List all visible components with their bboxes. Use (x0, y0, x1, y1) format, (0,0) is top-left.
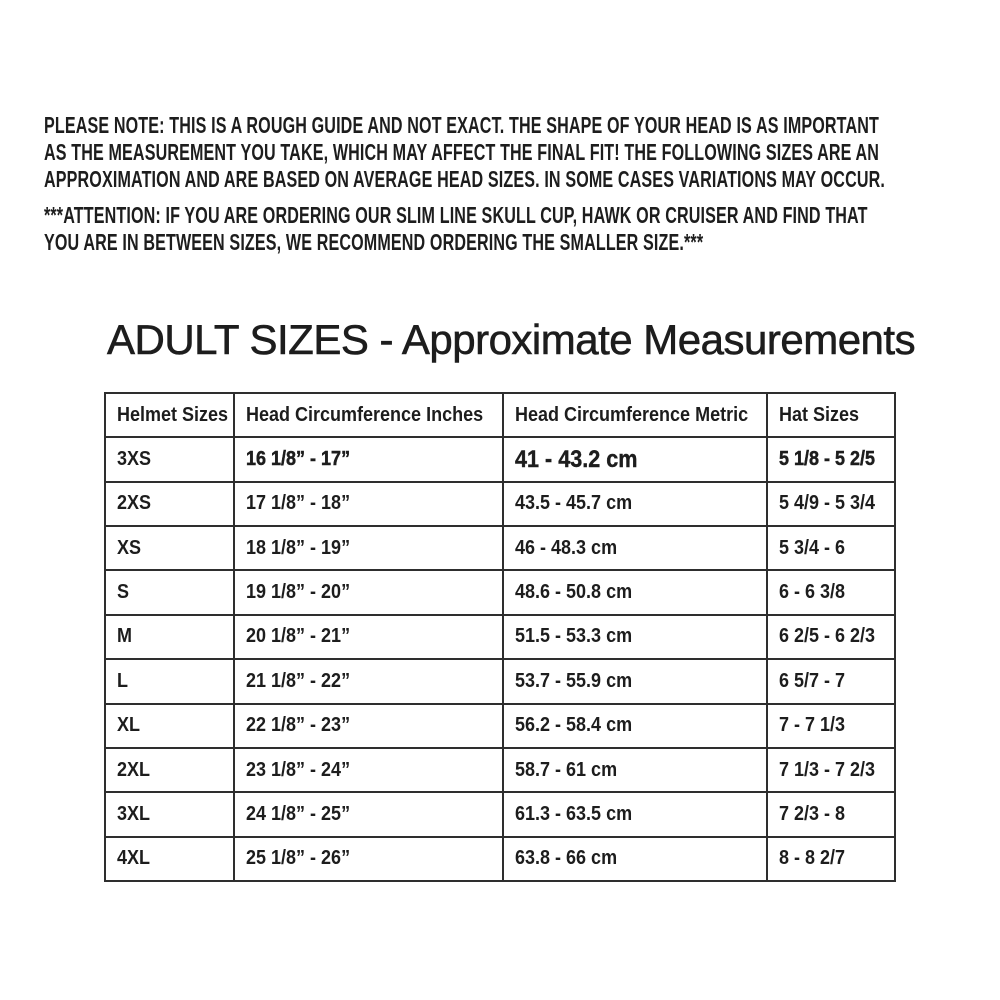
helmet-size-cell (106, 438, 235, 480)
helmet-size-cell-text: M (117, 625, 133, 648)
metric-cell (504, 793, 768, 835)
col-header-helmet-sizes (106, 394, 235, 436)
helmet-size-cell (106, 571, 235, 613)
hat-size-cell (768, 660, 894, 702)
hat-size-cell-text: 6 2/5 - 6 2/3 (778, 625, 875, 648)
helmet-size-cell-text: XL (117, 714, 141, 737)
helmet-size-cell-text: S (117, 581, 130, 604)
inches-cell-text: 16 1/8” - 17” (246, 448, 351, 471)
hat-size-cell (768, 838, 894, 880)
metric-cell-text: 46 - 48.3 cm (514, 536, 618, 559)
table-header-row (106, 394, 894, 436)
metric-cell (504, 483, 768, 525)
col-header-label: Hat Sizes (778, 403, 859, 426)
inches-cell-text: 24 1/8” - 25” (246, 802, 351, 825)
attention-line: ***ATTENTION: IF YOU ARE ORDERING OUR SLIM LINE SKULL CUP, HAWK OR CRUISER AND FIND THAT (44, 202, 868, 228)
inches-cell (235, 705, 504, 747)
table-row (106, 791, 894, 835)
metric-cell-text: 48.6 - 50.8 cm (514, 581, 633, 604)
helmet-size-cell-text: 4XL (117, 847, 151, 870)
inches-cell-text: 23 1/8” - 24” (246, 758, 351, 781)
helmet-size-cell (106, 483, 235, 525)
attention-note (44, 202, 868, 256)
inches-cell (235, 616, 504, 658)
inches-cell (235, 660, 504, 702)
metric-cell (504, 527, 768, 569)
metric-cell-text: 43.5 - 45.7 cm (514, 492, 633, 515)
metric-cell (504, 705, 768, 747)
inches-cell-text: 22 1/8” - 23” (246, 714, 351, 737)
col-header-hat-sizes (768, 394, 894, 436)
hat-size-cell-text: 7 1/3 - 7 2/3 (778, 758, 875, 781)
inches-cell (235, 749, 504, 791)
inches-cell-text: 20 1/8” - 21” (246, 625, 351, 648)
col-header-label: Helmet Sizes (117, 403, 229, 426)
inches-cell (235, 838, 504, 880)
page-title: ADULT SIZES - Approximate Measurements (107, 316, 916, 363)
metric-cell-text: 58.7 - 61 cm (514, 758, 618, 781)
hat-size-cell-text: 5 4/9 - 5 3/4 (778, 492, 875, 515)
table-row (106, 525, 894, 569)
helmet-size-cell-text: 2XS (117, 492, 152, 515)
disclaimer-line: PLEASE NOTE: THIS IS A ROUGH GUIDE AND NOT EXACT. THE SHAPE OF YOUR HEAD IS AS IMPORTANT (44, 112, 879, 138)
hat-size-cell-text: 7 2/3 - 8 (778, 802, 845, 825)
metric-cell-text: 51.5 - 53.3 cm (514, 625, 633, 648)
inches-cell-text: 21 1/8” - 22” (246, 669, 351, 692)
hat-size-cell (768, 705, 894, 747)
hat-size-cell-text: 7 - 7 1/3 (778, 714, 845, 737)
metric-cell (504, 660, 768, 702)
metric-cell-text: 41 - 43.2 cm (514, 445, 638, 473)
helmet-size-cell-text: 2XL (117, 758, 151, 781)
table-row (106, 569, 894, 613)
inches-cell-text: 25 1/8” - 26” (246, 847, 351, 870)
helmet-size-cell-text: 3XL (117, 802, 151, 825)
helmet-size-cell (106, 616, 235, 658)
helmet-size-cell (106, 838, 235, 880)
table-row (106, 836, 894, 880)
disclaimer-note (44, 112, 885, 193)
helmet-size-cell-text: XS (117, 536, 142, 559)
col-header-label: Head Circumference Metric (514, 403, 749, 426)
metric-cell-text: 61.3 - 63.5 cm (514, 802, 633, 825)
attention-line: YOU ARE IN BETWEEN SIZES, WE RECOMMEND ORDERING THE SMALLER SIZE.*** (44, 229, 704, 255)
table-row (106, 436, 894, 480)
hat-size-cell-text: 5 1/8 - 5 2/5 (778, 448, 875, 471)
col-header-circumference-metric (504, 394, 768, 436)
inches-cell-text: 19 1/8” - 20” (246, 581, 351, 604)
metric-cell (504, 438, 768, 480)
hat-size-cell (768, 749, 894, 791)
table-row (106, 481, 894, 525)
hat-size-cell (768, 616, 894, 658)
helmet-size-cell (106, 793, 235, 835)
metric-cell-text: 63.8 - 66 cm (514, 847, 618, 870)
inches-cell-text: 18 1/8” - 19” (246, 536, 351, 559)
inches-cell (235, 483, 504, 525)
table-row (106, 747, 894, 791)
table-row (106, 658, 894, 702)
helmet-size-cell (106, 660, 235, 702)
hat-size-cell-text: 6 - 6 3/8 (778, 581, 845, 604)
helmet-size-cell (106, 527, 235, 569)
size-table (104, 392, 896, 882)
metric-cell (504, 571, 768, 613)
metric-cell (504, 749, 768, 791)
hat-size-cell (768, 483, 894, 525)
hat-size-cell-text: 8 - 8 2/7 (778, 847, 845, 870)
inches-cell (235, 438, 504, 480)
inches-cell (235, 571, 504, 613)
hat-size-cell (768, 793, 894, 835)
inches-cell-text: 17 1/8” - 18” (246, 492, 351, 515)
helmet-size-cell-text: L (117, 669, 128, 692)
table-row (106, 703, 894, 747)
metric-cell (504, 838, 768, 880)
table-row (106, 614, 894, 658)
metric-cell (504, 616, 768, 658)
hat-size-cell (768, 571, 894, 613)
col-header-label: Head Circumference Inches (246, 403, 484, 426)
disclaimer-line: AS THE MEASUREMENT YOU TAKE, WHICH MAY AFFECT THE FINAL FIT! THE FOLLOWING SIZES ARE AN (44, 139, 880, 165)
metric-cell-text: 53.7 - 55.9 cm (514, 669, 633, 692)
disclaimer-line: APPROXIMATION AND ARE BASED ON AVERAGE HEAD SIZES. IN SOME CASES VARIATIONS MAY OCCUR. (44, 166, 885, 192)
helmet-size-cell-text: 3XS (117, 448, 152, 471)
helmet-size-cell (106, 749, 235, 791)
hat-size-cell-text: 6 5/7 - 7 (778, 669, 845, 692)
inches-cell (235, 793, 504, 835)
hat-size-cell-text: 5 3/4 - 6 (778, 536, 845, 559)
metric-cell-text: 56.2 - 58.4 cm (514, 714, 633, 737)
hat-size-cell (768, 527, 894, 569)
helmet-size-cell (106, 705, 235, 747)
hat-size-cell (768, 438, 894, 480)
col-header-circumference-inches (235, 394, 504, 436)
inches-cell (235, 527, 504, 569)
